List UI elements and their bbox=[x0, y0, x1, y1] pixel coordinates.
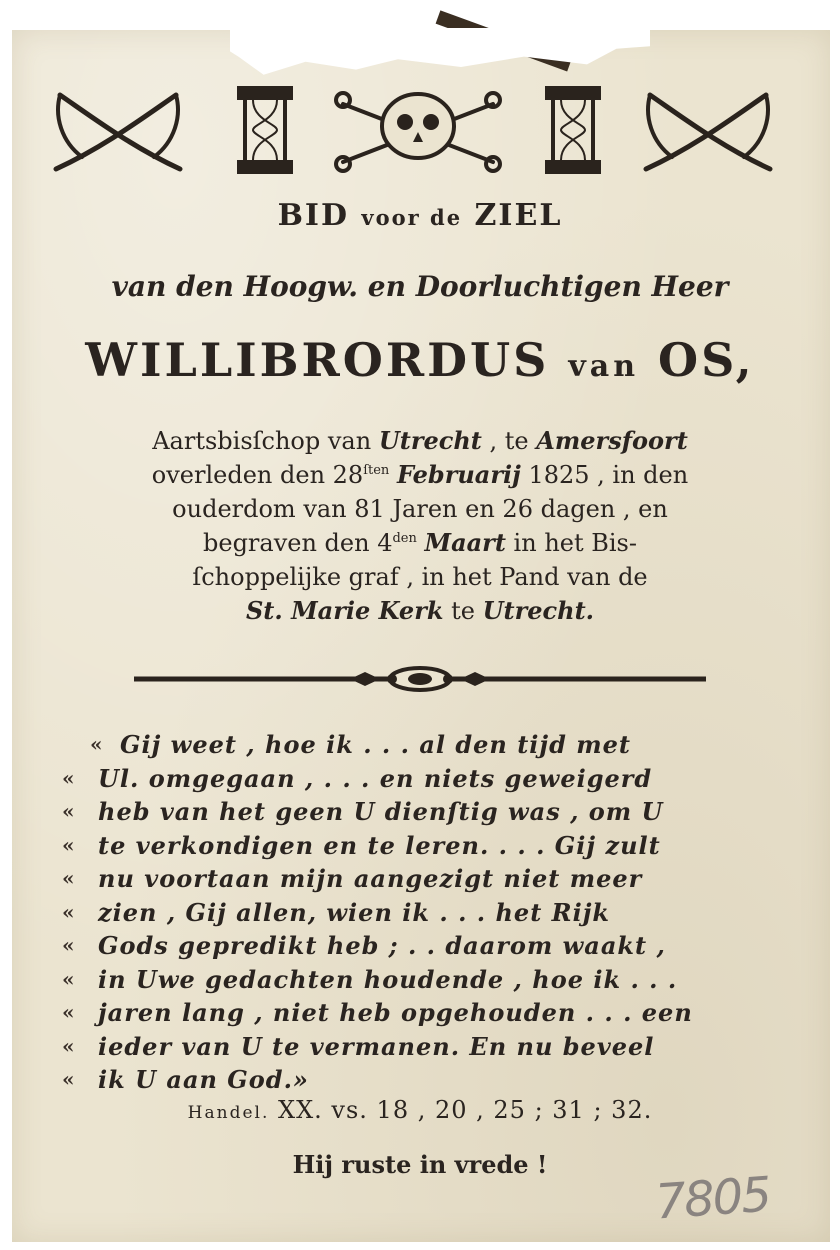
bio-line: overleden den $28^{ſten}$ Februarij 1825 , in den bbox=[151, 460, 689, 489]
crossed-scythes-right-icon bbox=[642, 87, 774, 177]
quote-line: « Ul. omgegaan , . . . en niets geweigerd bbox=[62, 763, 653, 793]
quote-line: « in Uwe gedachten houdende , hoe ik . . . bbox=[62, 964, 678, 994]
quote-line: « Gij weet , hoe ik . . . al den tijd met bbox=[90, 730, 631, 759]
hourglass-right-icon bbox=[543, 84, 603, 176]
scripture-quote bbox=[62, 728, 782, 1097]
bio-line: begraven den $4^{den}$ Maart in het Bis- bbox=[203, 528, 637, 557]
bio-line: ſchoppelijke graf , in het Pand van de bbox=[192, 563, 648, 591]
title-honorific: van den Hoogw. en Doorluchtigen Heer bbox=[111, 270, 729, 303]
quote-line: « nu voortaan mijn aangezigt niet meer bbox=[62, 864, 643, 893]
quote-line: « ik U aan God.» bbox=[62, 1065, 309, 1094]
skull-crossbones-icon bbox=[333, 84, 503, 176]
bio-line: Aartsbisſchop van Utrecht , te Amersfoort bbox=[152, 426, 688, 455]
bio-line: St. Marie Kerk te Utrecht. bbox=[245, 596, 595, 625]
deceased-name: WILLIBRORDUS van OS, bbox=[85, 333, 755, 387]
scripture-reference: Handel. XX. vs. 18 , 20 , 25 ; 31 ; 32. bbox=[187, 1096, 653, 1124]
mortality-emblems bbox=[0, 82, 840, 182]
quote-line: « Gods gepredikt heb ; . . daarom waakt , bbox=[62, 931, 666, 960]
closing-blessing: Hij ruste in vrede ! bbox=[292, 1150, 548, 1179]
quote-line: « zien , Gij allen, wien ik . . . het Rijk bbox=[62, 897, 611, 927]
title-pray-for-soul: BID voor de ZIEL bbox=[277, 198, 563, 233]
biography-text bbox=[0, 424, 840, 628]
quote-line: « ieder van U te vermanen. En nu beveel bbox=[62, 1031, 655, 1061]
handwritten-inventory-number: 7805 bbox=[653, 1166, 772, 1231]
hourglass-left-icon bbox=[235, 84, 295, 176]
bio-line: ouderdom van 81 Jaren en 26 dagen , en bbox=[172, 495, 668, 523]
quote-line: « heb van het geen U dienſtig was , om U bbox=[62, 797, 664, 826]
quote-line: « jaren lang , niet heb opgehouden . . . een bbox=[62, 998, 693, 1027]
crossed-scythes-left-icon bbox=[52, 87, 184, 177]
quote-line: « te verkondigen en te leren. . . . Gij zult bbox=[62, 830, 661, 860]
ornamental-divider bbox=[130, 662, 710, 696]
